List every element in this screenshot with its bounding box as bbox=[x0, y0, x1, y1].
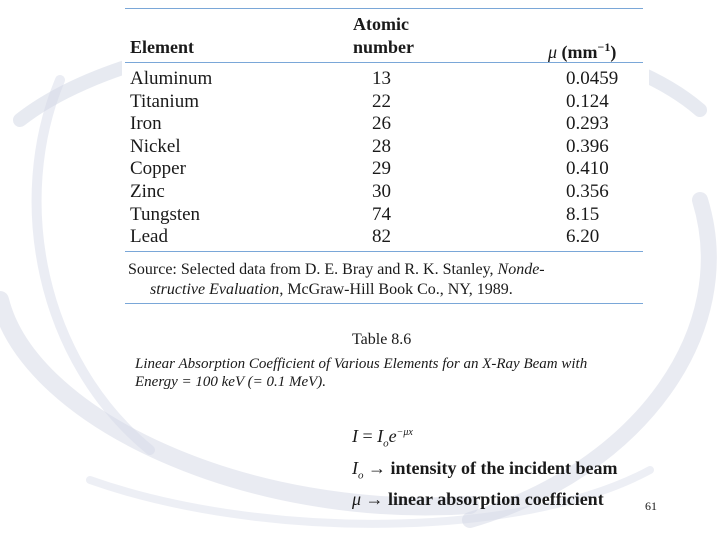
table-row bbox=[130, 181, 645, 204]
caption-line-2: Energy = 100 keV (= 0.1 MeV). bbox=[135, 374, 327, 390]
caption-line-1: Linear Absorption Coefficient of Various Elements for an X-Ray Beam with bbox=[135, 356, 588, 372]
cell-element: Lead bbox=[130, 226, 168, 248]
table-caption-title: Table 8.6 bbox=[352, 331, 412, 348]
cell-element: Copper bbox=[130, 158, 186, 180]
eq-equals: = bbox=[358, 426, 378, 446]
cell-element: Iron bbox=[130, 113, 162, 135]
table-row bbox=[130, 204, 645, 227]
mu-text: linear absorption coefficient bbox=[388, 489, 604, 509]
source-note bbox=[128, 260, 638, 300]
header-rule bbox=[125, 62, 643, 63]
mu-definition bbox=[352, 489, 604, 510]
io-definition bbox=[352, 458, 618, 482]
header-mu-exp: −1 bbox=[597, 40, 611, 54]
table-body bbox=[130, 68, 645, 249]
table-figure bbox=[122, 5, 649, 393]
cell-atomic: 82 bbox=[372, 226, 391, 248]
table-row bbox=[130, 91, 645, 114]
cell-atomic: 26 bbox=[372, 113, 391, 135]
table-row bbox=[130, 158, 645, 181]
cell-element: Titanium bbox=[130, 90, 199, 112]
cell-mu: 6.20 bbox=[566, 226, 600, 248]
cell-element: Aluminum bbox=[130, 68, 213, 89]
source-title-part1: Nonde- bbox=[497, 261, 545, 278]
cell-atomic: 74 bbox=[372, 203, 391, 225]
source-title-part2: structive Evaluation bbox=[150, 281, 280, 298]
header-mu-symbol: μ bbox=[548, 42, 558, 62]
io-symbol: I bbox=[352, 458, 358, 478]
cell-mu: 0.124 bbox=[566, 90, 609, 112]
cell-mu: 0.293 bbox=[566, 113, 609, 135]
eq-exponent: −μx bbox=[396, 427, 413, 438]
table-row bbox=[130, 68, 645, 91]
source-rule bbox=[125, 303, 643, 304]
io-sub: o bbox=[358, 469, 364, 482]
cell-mu: 0.396 bbox=[566, 135, 609, 157]
eq-I: I bbox=[377, 426, 384, 446]
mu-symbol: μ bbox=[352, 489, 362, 509]
cell-atomic: 28 bbox=[372, 135, 391, 157]
header-mu-close: ) bbox=[610, 42, 617, 62]
attenuation-equation bbox=[352, 426, 413, 450]
body-rule bbox=[125, 251, 643, 252]
cell-atomic: 30 bbox=[372, 180, 391, 202]
cell-element: Nickel bbox=[130, 135, 181, 157]
slide-page-number: 61 bbox=[645, 499, 657, 513]
cell-mu: 0.0459 bbox=[566, 68, 619, 89]
eq-sub-o: o bbox=[383, 437, 389, 450]
table-row bbox=[130, 113, 645, 136]
table-caption-description bbox=[135, 355, 645, 391]
cell-element: Tungsten bbox=[130, 203, 201, 225]
table-row bbox=[130, 226, 645, 249]
io-text: intensity of the incident beam bbox=[390, 458, 618, 478]
header-mu bbox=[548, 37, 616, 62]
header-element: Element bbox=[130, 37, 194, 57]
header-mu-unit: (mm bbox=[561, 42, 598, 62]
cell-atomic: 13 bbox=[372, 68, 391, 89]
io-arrow-icon: → bbox=[363, 458, 391, 478]
header-atomic-line1: Atomic bbox=[353, 14, 409, 34]
header-atomic-line2: number bbox=[353, 37, 415, 57]
cell-mu: 0.410 bbox=[566, 158, 609, 180]
source-suffix: , McGraw-Hill Book Co., NY, 1989. bbox=[279, 281, 513, 298]
source-prefix: Source: Selected data from D. E. Bray and R. K. Stanley, bbox=[128, 261, 498, 278]
table-row bbox=[130, 136, 645, 159]
cell-mu: 0.356 bbox=[566, 180, 609, 202]
cell-atomic: 22 bbox=[372, 90, 391, 112]
table-top-rule bbox=[125, 8, 643, 9]
cell-mu: 8.15 bbox=[566, 203, 600, 225]
cell-atomic: 29 bbox=[372, 158, 391, 180]
mu-arrow-icon: → bbox=[361, 489, 389, 509]
cell-element: Zinc bbox=[130, 180, 165, 202]
eq-lhs: I bbox=[352, 426, 358, 446]
eq-e: e bbox=[388, 426, 397, 446]
